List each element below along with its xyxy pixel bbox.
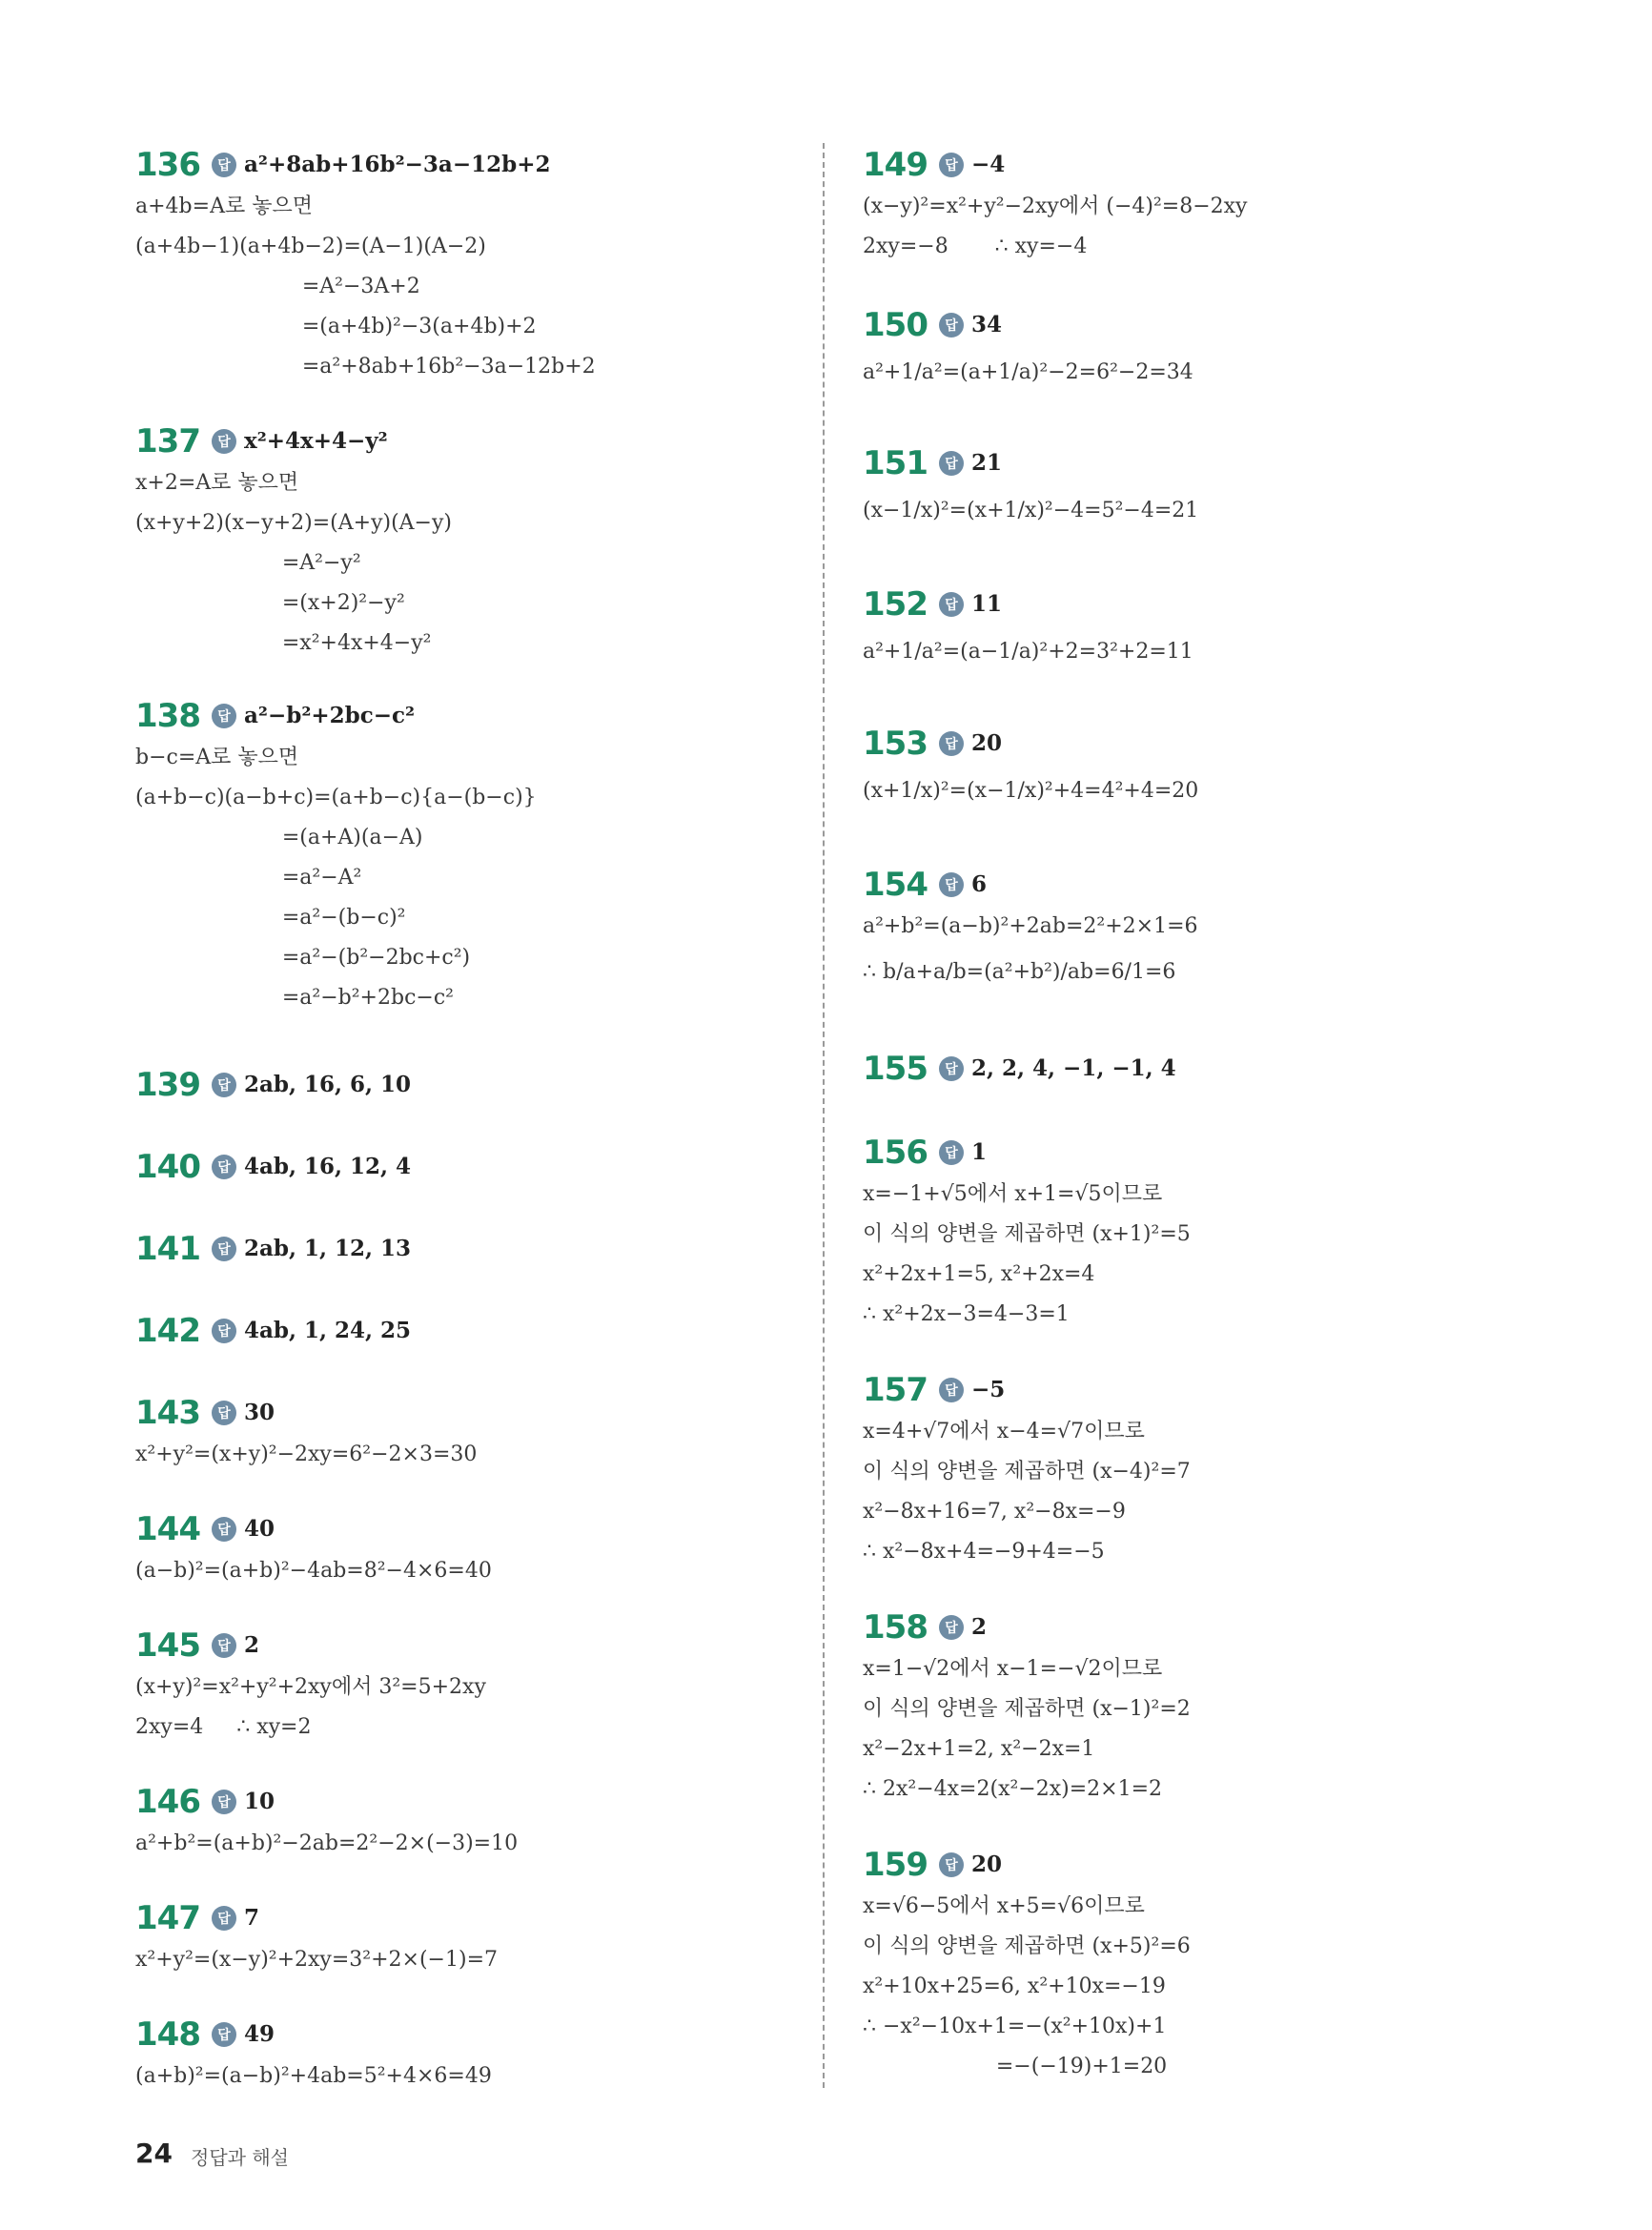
answer-badge-icon: 답 <box>939 1378 964 1402</box>
problem-number: 142 <box>135 1312 200 1350</box>
problem-number: 143 <box>135 1394 200 1432</box>
problem-number: 153 <box>863 725 928 763</box>
problem-number: 149 <box>863 146 928 184</box>
problem-header <box>863 1047 1176 1091</box>
answer-badge-icon: 답 <box>212 1517 236 1542</box>
answer-badge-icon: 답 <box>212 1073 236 1097</box>
answer-text: x²+4x+4−y² <box>243 428 388 454</box>
answer-badge-icon: 답 <box>212 2022 236 2047</box>
problem-153 <box>863 722 1198 817</box>
solution-line: =(a+4b)²−3(a+4b)+2 <box>135 315 537 338</box>
solution-line: x+2=A로 놓으면 <box>135 471 299 495</box>
answer-text: 4ab, 1, 24, 25 <box>243 1318 412 1343</box>
solution-line: =A²−3A+2 <box>135 275 420 298</box>
problem-number: 145 <box>135 1626 200 1665</box>
problem-number: 151 <box>863 444 928 482</box>
solution-line: (x+y+2)(x−y+2)=(A+y)(A−y) <box>135 511 452 535</box>
problem-number: 156 <box>863 1134 928 1172</box>
solution-line: a²+1/a²=(a−1/a)²+2=3²+2=11 <box>863 640 1193 664</box>
answer-text: 6 <box>970 871 987 897</box>
problem-header <box>863 1131 1191 1175</box>
solution-line: 이 식의 양변을 제곱하면 (x+1)²=5 <box>863 1222 1191 1246</box>
answer-badge-icon: 답 <box>939 313 964 338</box>
solution-line: x=−1+√5에서 x+1=√5이므로 <box>863 1182 1163 1206</box>
solution-line: =−(−19)+1=20 <box>863 2055 1168 2078</box>
problem-number: 141 <box>135 1230 200 1268</box>
answer-badge-icon: 답 <box>212 1319 236 1343</box>
problem-header <box>135 419 452 463</box>
problem-header <box>863 722 1198 766</box>
problem-header <box>135 1227 411 1271</box>
problem-header <box>135 1063 411 1107</box>
problem-149 <box>863 143 1247 267</box>
problem-146 <box>135 1780 518 1864</box>
answer-text: 11 <box>970 591 1002 617</box>
answer-badge-icon: 답 <box>212 1790 236 1814</box>
answer-text: a²−b²+2bc−c² <box>243 703 416 728</box>
solution-line: 2xy=4 ∴ xy=2 <box>135 1715 312 1739</box>
answer-text: −5 <box>970 1377 1006 1402</box>
problem-header <box>135 2013 492 2056</box>
solution-line: x²+2x+1=5, x²+2x=4 <box>863 1262 1095 1286</box>
solution-line: 2xy=−8 ∴ xy=−4 <box>863 235 1088 258</box>
solution-line: x²+y²=(x−y)²+2xy=3²+2×(−1)=7 <box>135 1948 499 1972</box>
solution-line: ∴ b/a+a/b=(a²+b²)/ab=6/1=6 <box>863 960 1176 984</box>
answer-text: a²+8ab+16b²−3a−12b+2 <box>243 152 551 177</box>
problem-157 <box>863 1368 1191 1572</box>
solution-line: x=4+√7에서 x−4=√7이므로 <box>863 1420 1145 1443</box>
solution-line: x²+y²=(x+y)²−2xy=6²−2×3=30 <box>135 1442 478 1466</box>
problem-header <box>135 1391 477 1435</box>
page-number: 24 <box>135 2138 173 2169</box>
problem-header <box>135 1507 492 1551</box>
answer-text: 21 <box>970 450 1002 476</box>
answer-text: 7 <box>243 1905 259 1931</box>
solution-line: x=√6−5에서 x+5=√6이므로 <box>863 1894 1145 1918</box>
problem-header <box>863 583 1193 626</box>
answer-text: 1 <box>970 1139 987 1165</box>
answer-badge-icon: 답 <box>212 1155 236 1179</box>
solution-line: =a²−A² <box>135 866 362 890</box>
solution-line: (a−b)²=(a+b)²−4ab=8²−4×6=40 <box>135 1559 492 1583</box>
solution-line: 이 식의 양변을 제곱하면 (x−4)²=7 <box>863 1460 1191 1483</box>
solution-line: x²+10x+25=6, x²+10x=−19 <box>863 1974 1166 1998</box>
answer-text: 2 <box>970 1614 987 1640</box>
problem-159 <box>863 1843 1191 2087</box>
problem-151 <box>863 441 1198 537</box>
solution-line: =(x+2)²−y² <box>135 591 405 615</box>
answer-badge-icon: 답 <box>939 1140 964 1165</box>
solution-line: x²−2x+1=2, x²−2x=1 <box>863 1737 1095 1761</box>
answer-text: 20 <box>970 730 1002 756</box>
problem-138 <box>135 694 537 1018</box>
answer-badge-icon: 답 <box>939 1852 964 1877</box>
problem-number: 144 <box>135 1510 200 1548</box>
answer-text: 20 <box>970 1852 1002 1877</box>
problem-number: 136 <box>135 146 200 184</box>
problem-156 <box>863 1131 1191 1335</box>
solution-line: ∴ x²+2x−3=4−3=1 <box>863 1302 1070 1326</box>
answer-badge-icon: 답 <box>212 429 236 454</box>
answer-text: 2ab, 16, 6, 10 <box>243 1072 412 1097</box>
solution-line: (x−y)²=x²+y²−2xy에서 (−4)²=8−2xy <box>863 194 1248 218</box>
answer-badge-icon: 답 <box>939 872 964 897</box>
answer-badge-icon: 답 <box>212 1633 236 1658</box>
solution-line: =a²−b²+2bc−c² <box>135 986 454 1010</box>
answer-text: 40 <box>243 1516 275 1542</box>
problem-number: 157 <box>863 1371 928 1409</box>
footer-label: 정답과 해설 <box>191 2146 289 2169</box>
solution-line: =a²−(b²−2bc+c²) <box>135 946 471 970</box>
problem-number: 146 <box>135 1783 200 1821</box>
problem-header <box>135 143 596 187</box>
problem-152 <box>863 583 1193 678</box>
solution-line: ∴ x²−8x+4=−9+4=−5 <box>863 1540 1105 1564</box>
solution-line: b−c=A로 놓으면 <box>135 746 299 769</box>
answer-badge-icon: 답 <box>939 153 964 177</box>
problem-number: 150 <box>863 306 928 344</box>
answer-text: 30 <box>243 1400 275 1425</box>
problem-number: 159 <box>863 1846 928 1884</box>
problem-141 <box>135 1227 411 1271</box>
problem-142 <box>135 1309 411 1353</box>
problem-150 <box>863 303 1193 399</box>
column-divider <box>823 143 825 2088</box>
solution-line: =A²−y² <box>135 551 361 575</box>
solution-line: (a+4b−1)(a+4b−2)=(A−1)(A−2) <box>135 235 486 258</box>
answer-text: 34 <box>970 312 1002 338</box>
problem-136 <box>135 143 596 387</box>
problem-header <box>863 441 1198 485</box>
solution-line: =x²+4x+4−y² <box>135 631 432 655</box>
answer-text: 2ab, 1, 12, 13 <box>243 1236 412 1261</box>
answer-badge-icon: 답 <box>212 1237 236 1261</box>
solution-line: a²+b²=(a+b)²−2ab=2²−2×(−3)=10 <box>135 1831 519 1855</box>
solution-line: 이 식의 양변을 제곱하면 (x+5)²=6 <box>863 1934 1191 1958</box>
problem-header <box>863 143 1247 187</box>
problem-header <box>135 1624 486 1667</box>
solution-line: =a²+8ab+16b²−3a−12b+2 <box>135 355 596 378</box>
solution-line: 이 식의 양변을 제곱하면 (x−1)²=2 <box>863 1697 1191 1721</box>
problem-number: 148 <box>135 2015 200 2054</box>
answer-text: 10 <box>243 1789 275 1814</box>
solution-line: a²+b²=(a−b)²+2ab=2²+2×1=6 <box>863 914 1198 938</box>
answer-badge-icon: 답 <box>939 451 964 476</box>
answer-text: 2 <box>243 1632 259 1658</box>
problem-148 <box>135 2013 492 2097</box>
solution-line: =a²−(b−c)² <box>135 906 406 930</box>
solution-line: (x+y)²=x²+y²+2xy에서 3²=5+2xy <box>135 1675 486 1699</box>
problem-number: 140 <box>135 1148 200 1186</box>
answer-badge-icon: 답 <box>212 704 236 728</box>
solution-line: (x−1/x)²=(x+1/x)²−4=5²−4=21 <box>863 499 1199 522</box>
problem-header <box>135 1145 411 1189</box>
problem-header <box>863 863 1198 907</box>
problem-number: 138 <box>135 697 200 735</box>
solution-line: =(a+A)(a−A) <box>135 826 423 849</box>
problem-number: 147 <box>135 1899 200 1937</box>
solution-line: x=1−√2에서 x−1=−√2이므로 <box>863 1657 1163 1681</box>
problem-number: 154 <box>863 866 928 904</box>
problem-154 <box>863 863 1198 998</box>
problem-140 <box>135 1145 411 1189</box>
answer-text: −4 <box>970 152 1006 177</box>
problem-155 <box>863 1047 1176 1091</box>
solution-line: a²+1/a²=(a+1/a)²−2=6²−2=34 <box>863 360 1193 384</box>
problem-137 <box>135 419 452 664</box>
answer-text: 49 <box>243 2021 275 2047</box>
problem-header <box>135 694 537 738</box>
answer-badge-icon: 답 <box>939 1056 964 1081</box>
answer-badge-icon: 답 <box>212 153 236 177</box>
answer-badge-icon: 답 <box>212 1401 236 1425</box>
problem-139 <box>135 1063 411 1107</box>
solution-line: (a+b−c)(a−b+c)=(a+b−c){a−(b−c)} <box>135 786 537 809</box>
problem-144 <box>135 1507 492 1591</box>
solution-line: (a+b)²=(a−b)²+4ab=5²+4×6=49 <box>135 2064 492 2088</box>
solution-line: a+4b=A로 놓으면 <box>135 194 313 218</box>
problem-number: 155 <box>863 1050 928 1088</box>
answer-text: 4ab, 16, 12, 4 <box>243 1154 412 1179</box>
problem-header <box>135 1309 411 1353</box>
problem-number: 158 <box>863 1608 928 1647</box>
problem-number: 137 <box>135 422 200 460</box>
solution-line: (x+1/x)²=(x−1/x)²+4=4²+4=20 <box>863 779 1199 803</box>
problem-145 <box>135 1624 486 1748</box>
problem-header <box>863 1606 1191 1649</box>
problem-143 <box>135 1391 477 1475</box>
problem-header <box>863 1368 1191 1412</box>
problem-number: 139 <box>135 1066 200 1104</box>
problem-158 <box>863 1606 1191 1810</box>
answer-badge-icon: 답 <box>939 592 964 617</box>
solution-line: x²−8x+16=7, x²−8x=−9 <box>863 1500 1126 1524</box>
problem-number: 152 <box>863 585 928 624</box>
answer-badge-icon: 답 <box>212 1906 236 1931</box>
problem-header <box>135 1896 498 1940</box>
problem-header <box>863 303 1193 347</box>
problem-header <box>863 1843 1191 1887</box>
answer-badge-icon: 답 <box>939 731 964 756</box>
answer-text: 2, 2, 4, −1, −1, 4 <box>970 1055 1176 1081</box>
solution-line: ∴ −x²−10x+1=−(x²+10x)+1 <box>863 2015 1167 2038</box>
problem-147 <box>135 1896 498 1980</box>
answer-badge-icon: 답 <box>939 1615 964 1640</box>
problem-header <box>135 1780 518 1824</box>
solution-line: ∴ 2x²−4x=2(x²−2x)=2×1=2 <box>863 1777 1163 1801</box>
